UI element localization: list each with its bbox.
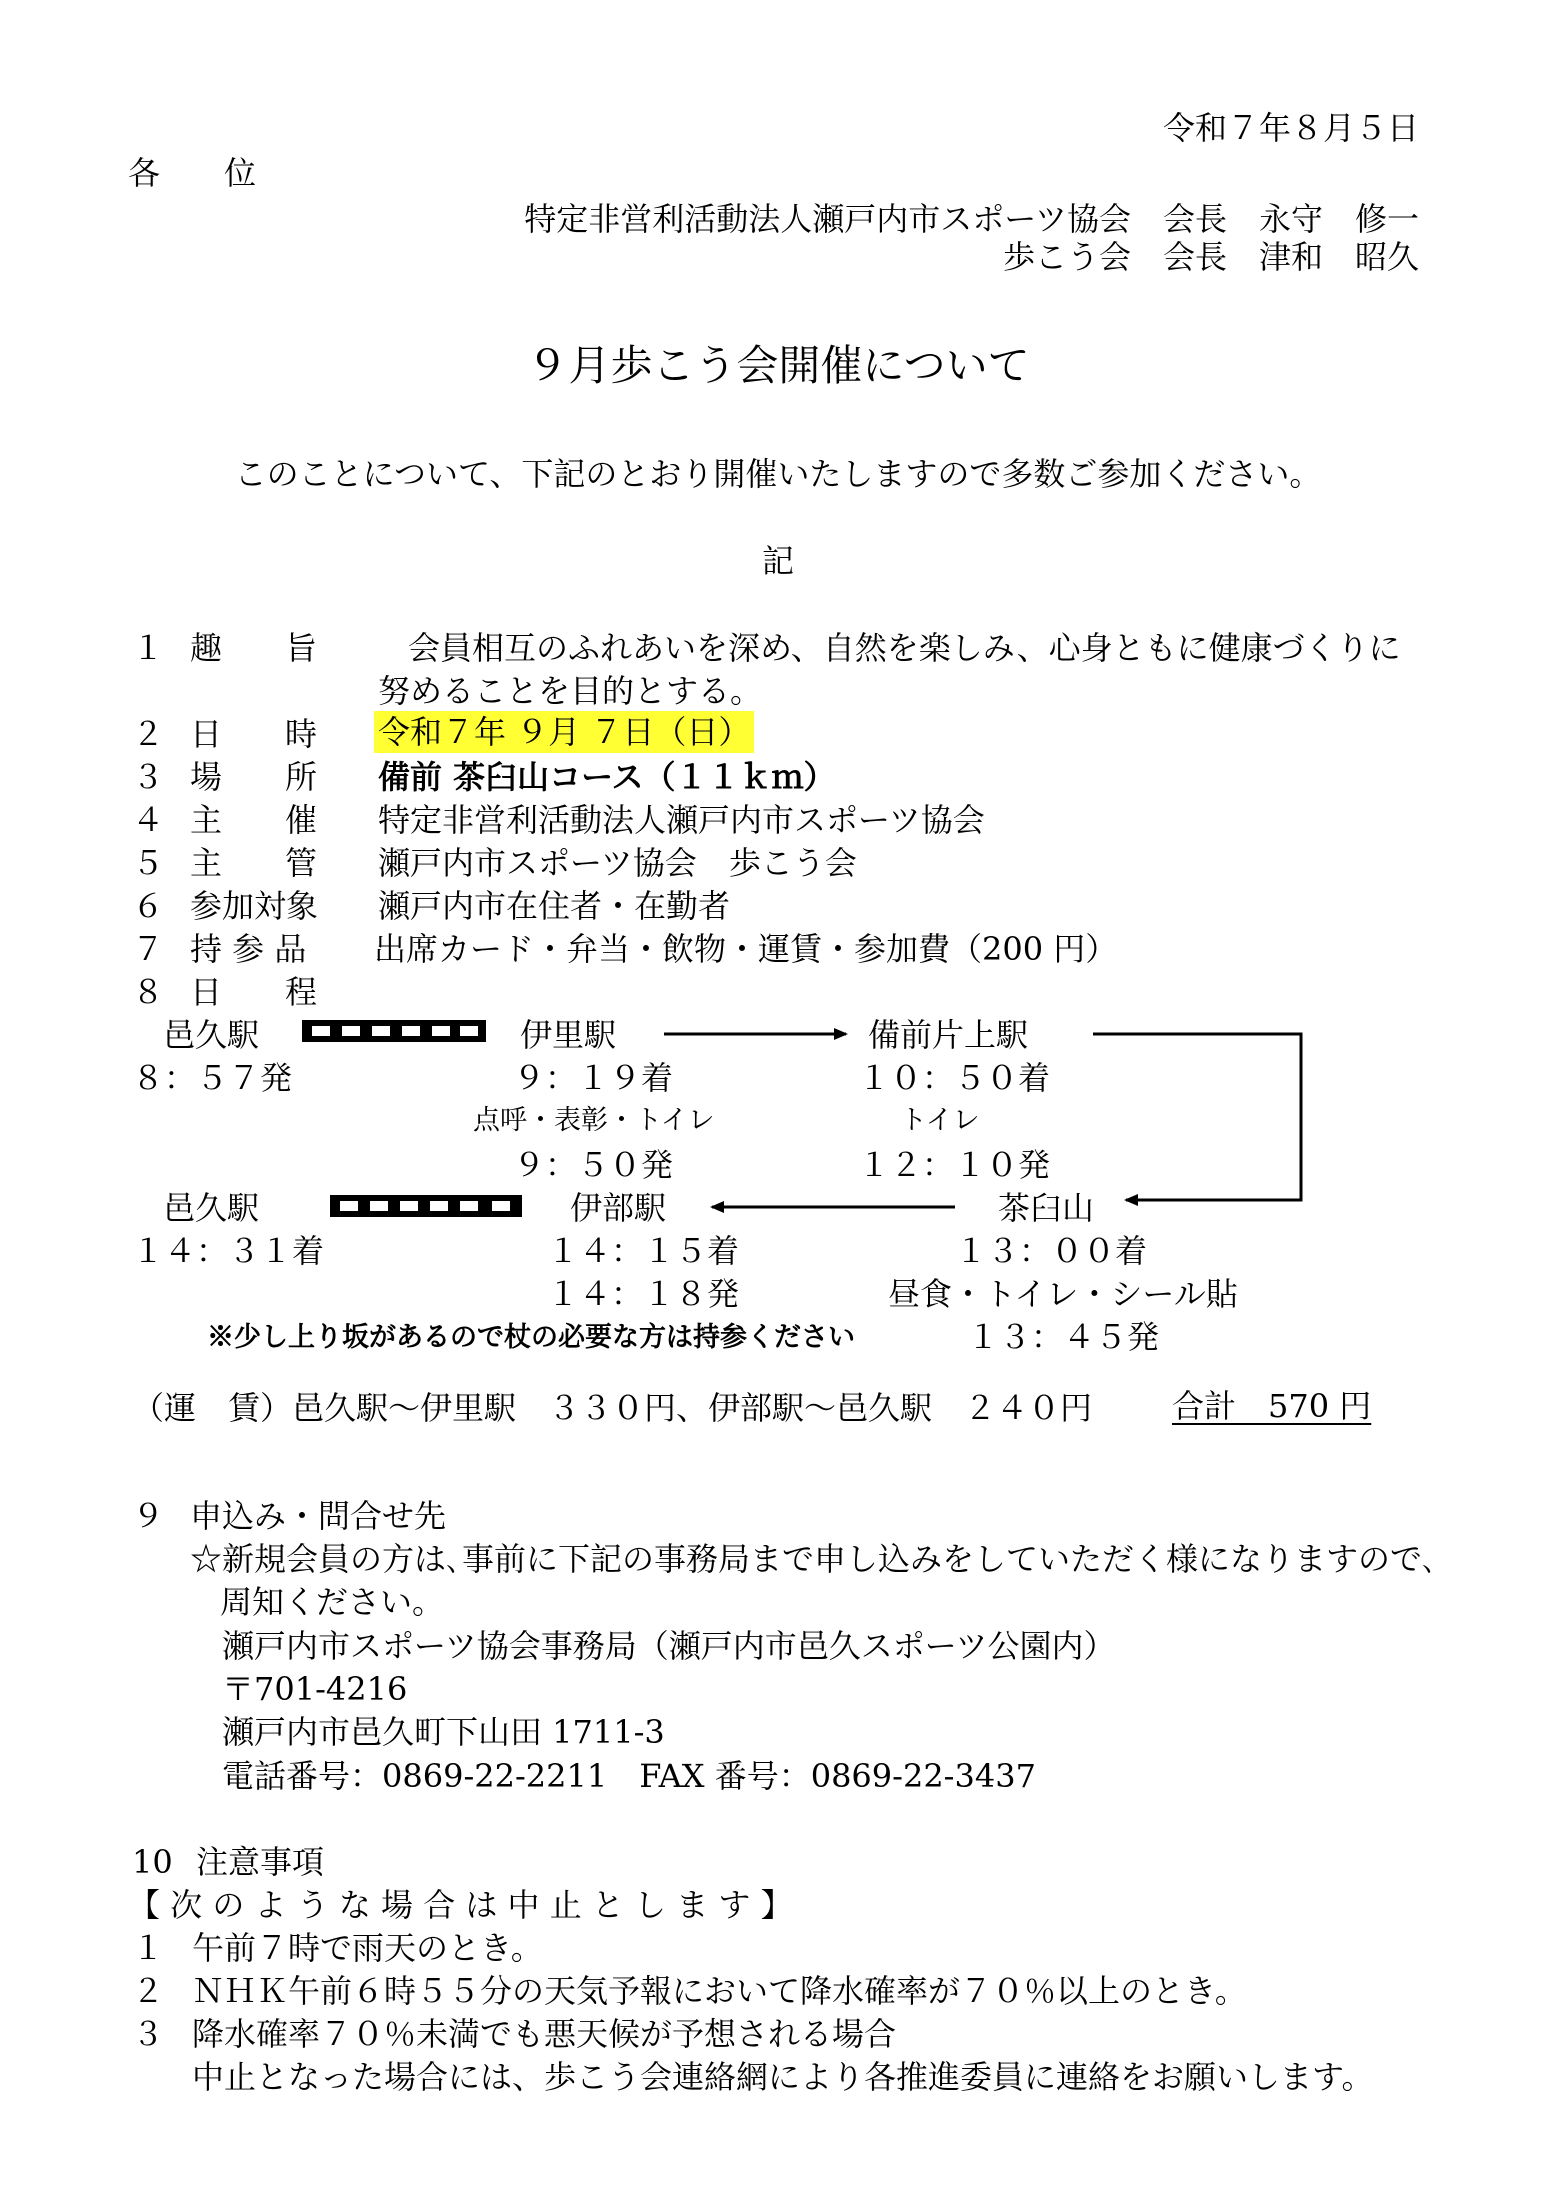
contact-heading: 申込み・問合せ先 bbox=[190, 1497, 447, 1535]
station-iri: 伊里駅 bbox=[520, 1016, 617, 1054]
item-label: 日 bbox=[190, 973, 223, 1011]
station-oku-start: 邑久駅 bbox=[163, 1016, 260, 1054]
item-number: ２ bbox=[132, 715, 165, 753]
cancel-item-number: ２ bbox=[132, 1972, 165, 2010]
postal-code: 〒701-4216 bbox=[222, 1670, 408, 1708]
stop-note: 点呼・表彰・トイレ bbox=[473, 1105, 715, 1136]
item-number: ７ bbox=[132, 930, 165, 968]
train-track-icon bbox=[302, 1020, 486, 1042]
stop-note: 昼食・トイレ・シール貼 bbox=[888, 1275, 1238, 1313]
item-label: 催 bbox=[285, 801, 318, 839]
item-label: 主 bbox=[190, 844, 223, 882]
office-name: 瀬戸内市スポーツ協会事務局（瀬戸内市邑久スポーツ公園内） bbox=[222, 1627, 1116, 1665]
item-value-continued: 努めることを目的とする。 bbox=[378, 672, 763, 710]
item-number: ６ bbox=[132, 887, 165, 925]
train-track-icon bbox=[330, 1195, 522, 1217]
fare-total bbox=[1172, 1387, 1372, 1425]
slope-note: ※少し上り坂があるので杖の必要な方は持参ください bbox=[207, 1322, 855, 1353]
item-value: 特定非営利活動法人瀬戸内市スポーツ協会 bbox=[378, 801, 985, 839]
arrival-time: １３：００着 bbox=[955, 1232, 1148, 1270]
item-label: 主 bbox=[190, 801, 223, 839]
item-label: 管 bbox=[285, 844, 318, 882]
item-value: 出席カード・弁当・飲物・運賃・参加費（200 円） bbox=[374, 930, 1118, 968]
item-value: 瀬戸内市スポーツ協会 歩こう会 bbox=[378, 844, 857, 882]
sender-line-2: 歩こう会 会長 津和 昭久 bbox=[1002, 238, 1419, 276]
item-label: 参加対象 bbox=[190, 887, 319, 925]
phone-fax: 電話番号：0869-22-2211 FAX 番号：0869-22-3437 bbox=[222, 1757, 1036, 1795]
item-label: 日 bbox=[190, 715, 223, 753]
cancel-item-number: ３ bbox=[132, 2015, 165, 2053]
item-number: １ bbox=[132, 629, 165, 667]
item-label: 趣 bbox=[190, 629, 223, 667]
ki-heading: 記 bbox=[761, 542, 794, 580]
cancel-item-number: １ bbox=[132, 1929, 165, 1967]
arrival-time: １０：５０着 bbox=[858, 1059, 1051, 1097]
item-label: 所 bbox=[285, 758, 318, 796]
item-number: ３ bbox=[132, 758, 165, 796]
departure-time: ９：５０発 bbox=[513, 1146, 674, 1184]
event-date-highlight: 令和７年 ９月 ７日（日） bbox=[374, 711, 754, 753]
cancel-heading: 【 次 の よ う な 場 合 は 中 止 と し ま す 】 bbox=[128, 1886, 793, 1924]
notes-heading: 注意事項 bbox=[196, 1843, 325, 1881]
new-member-notice-cont: 周知ください。 bbox=[220, 1583, 445, 1621]
station-chausuyama: 茶臼山 bbox=[998, 1189, 1095, 1227]
item-value: 会員相互のふれあいを深め、自然を楽しみ、心身ともに健康づくりに bbox=[408, 629, 1401, 667]
event-course: 備前 茶臼山コース（１１ｋｍ） bbox=[378, 758, 836, 796]
sender-line-1: 特定非営利活動法人瀬戸内市スポーツ協会 会長 永守 修一 bbox=[524, 200, 1419, 238]
cancel-item-text: ＮＨＫ午前６時５５分の天気予報において降水確率が７０％以上のとき。 bbox=[192, 1972, 1247, 2010]
addressee: 各 位 bbox=[128, 154, 257, 192]
station-bizen-katakami: 備前片上駅 bbox=[868, 1016, 1029, 1054]
departure-time: １２：１０発 bbox=[858, 1146, 1051, 1184]
walk-arrow-icon bbox=[1093, 1034, 1301, 1200]
departure-time: １４：１８発 bbox=[547, 1275, 740, 1313]
item-number: ５ bbox=[132, 844, 165, 882]
cancel-item-text: 午前７時で雨天のとき。 bbox=[192, 1929, 543, 1967]
item-label: 時 bbox=[285, 715, 318, 753]
document-date: 令和７年８月５日 bbox=[1163, 109, 1420, 147]
item-label: 旨 bbox=[285, 629, 318, 667]
office-address: 瀬戸内市邑久町下山田 1711-3 bbox=[222, 1713, 665, 1751]
item-label: 持 参 品 bbox=[190, 930, 307, 968]
fare-text: （運 賃）邑久駅～伊里駅 ３３０円、伊部駅～邑久駅 ２４０円 bbox=[132, 1389, 1093, 1427]
fare-total-value: 合計 570 円 bbox=[1172, 1387, 1372, 1425]
new-member-notice: ☆新規会員の方は､事前に下記の事務局まで申し込みをしていただく様になりますので､ bbox=[190, 1540, 1439, 1578]
item-label: 場 bbox=[190, 758, 223, 796]
arrival-time: ９：１９着 bbox=[513, 1059, 674, 1097]
item-number: ４ bbox=[132, 801, 165, 839]
departure-time: ８：５７発 bbox=[132, 1059, 293, 1097]
item-number: ８ bbox=[132, 973, 165, 1011]
arrival-time: １４：１５着 bbox=[547, 1232, 740, 1270]
item-label: 程 bbox=[285, 973, 318, 1011]
departure-time: １３：４５発 bbox=[967, 1318, 1160, 1356]
station-inbe: 伊部駅 bbox=[570, 1189, 667, 1227]
station-oku-end: 邑久駅 bbox=[163, 1189, 260, 1227]
section-number: 10 bbox=[132, 1843, 173, 1881]
arrival-time: １４：３１着 bbox=[132, 1232, 325, 1270]
cancel-item-text: 降水確率７０％未満でも悪天候が予想される場合 bbox=[192, 2015, 897, 2053]
item-value: 瀬戸内市在住者・在勤者 bbox=[378, 887, 731, 925]
stop-note: トイレ bbox=[900, 1105, 980, 1136]
intro-text: このことについて、下記のとおり開催いたしますので多数ご参加ください。 bbox=[234, 455, 1322, 493]
page-title: ９月歩こう会開催について bbox=[526, 341, 1030, 390]
section-number: ９ bbox=[132, 1497, 165, 1535]
cancel-contact-note: 中止となった場合には、歩こう会連絡網により各推進委員に連絡をお願いします。 bbox=[192, 2058, 1374, 2096]
